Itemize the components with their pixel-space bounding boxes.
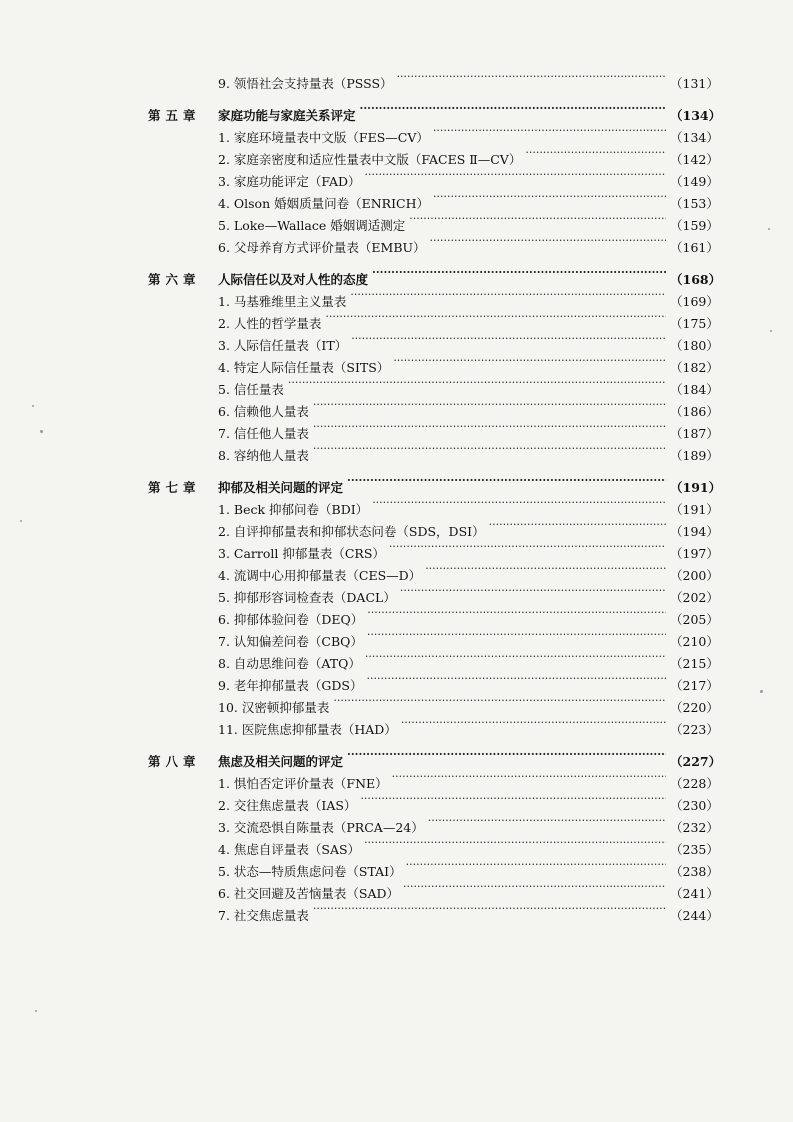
entry-title: 1. 家庭环境量表中文版（FES—CV） <box>218 130 429 145</box>
entry-title: 3. 人际信任量表（IT） <box>218 338 348 353</box>
dot-leader <box>372 262 666 284</box>
entry-title: 7. 认知偏差问卷（CBQ） <box>218 634 363 649</box>
dot-leader <box>525 142 666 164</box>
page-number: （217） <box>670 678 719 693</box>
dot-leader <box>350 284 666 306</box>
chapter-title: 家庭功能与家庭关系评定 <box>218 108 356 123</box>
toc-entry-row <box>148 712 719 737</box>
page-number: （149） <box>670 174 719 189</box>
dot-leader <box>347 470 666 492</box>
dot-leader <box>372 492 666 514</box>
entry-title: 6. 信赖他人量表 <box>218 404 309 419</box>
toc-entry-row <box>148 580 719 605</box>
toc-entry-row <box>148 306 719 331</box>
page-number: （169） <box>670 294 719 309</box>
entry-title: 2. 人性的哲学量表 <box>218 316 322 331</box>
page-number: （230） <box>670 798 719 813</box>
dot-leader <box>366 668 666 690</box>
table-of-contents <box>148 66 722 923</box>
scan-speck <box>20 520 22 522</box>
toc-entry-row <box>148 832 719 857</box>
page-number: （194） <box>670 524 719 539</box>
toc-entry-row <box>148 898 719 923</box>
dot-leader <box>313 394 666 416</box>
entry-title: 8. 容纳他人量表 <box>218 448 309 463</box>
dot-leader <box>406 854 666 876</box>
toc-entry-row <box>148 624 719 649</box>
chapter-title: 抑郁及相关问题的评定 <box>218 480 344 495</box>
entry-title: 10. 汉密顿抑郁量表 <box>218 700 330 715</box>
toc-entry-row <box>148 394 719 419</box>
chapter-label: 第八章 <box>148 754 201 769</box>
page-number: （235） <box>670 842 719 857</box>
dot-leader <box>347 744 666 766</box>
dot-leader <box>351 328 666 350</box>
toc-entry-row <box>148 602 719 627</box>
toc-entry-row <box>148 492 719 517</box>
toc-entry-row <box>148 186 719 211</box>
entry-title: 4. Olson 婚姻质量问卷（ENRICH） <box>218 196 429 211</box>
page-number: （131） <box>670 76 719 91</box>
entry-title: 1. Beck 抑郁问卷（BDI） <box>218 502 369 517</box>
entry-title: 3. 家庭功能评定（FAD） <box>218 174 361 189</box>
toc-entry-row <box>148 230 719 255</box>
page-number: （220） <box>670 700 719 715</box>
page-number: （238） <box>670 864 719 879</box>
scan-speck <box>40 430 43 433</box>
page-number: （244） <box>670 908 719 923</box>
page-number: （175） <box>670 316 719 331</box>
toc-entry-row <box>148 328 719 353</box>
dot-leader <box>367 624 666 646</box>
page-number: （184） <box>670 382 719 397</box>
page-number: （161） <box>670 240 719 255</box>
toc-entry-row <box>148 766 719 791</box>
page-number: （197） <box>670 546 719 561</box>
page-number: （180） <box>670 338 719 353</box>
chapter-label: 第五章 <box>148 108 201 123</box>
page-number: （186） <box>670 404 719 419</box>
dot-leader <box>433 120 666 142</box>
dot-leader <box>393 350 666 372</box>
toc-entry-row <box>148 558 719 583</box>
page-number: （191） <box>670 480 722 495</box>
entry-title: 6. 父母养育方式评价量表（EMBU） <box>218 240 426 255</box>
entry-title: 4. 焦虑自评量表（SAS） <box>218 842 361 857</box>
entry-title: 4. 流调中心用抑郁量表（CES—D） <box>218 568 422 583</box>
entry-title: 9. 老年抑郁量表（GDS） <box>218 678 363 693</box>
entry-title: 2. 自评抑郁量表和抑郁状态问卷（SDS，DSI） <box>218 524 485 539</box>
entry-title: 11. 医院焦虑抑郁量表（HAD） <box>218 722 397 737</box>
page-number: （187） <box>670 426 719 441</box>
entry-title: 3. Carroll 抑郁量表（CRS） <box>218 546 385 561</box>
page-number: （134） <box>670 108 722 123</box>
toc-entry-row <box>148 438 719 463</box>
dot-leader <box>403 876 666 898</box>
toc-entry-row <box>148 372 719 397</box>
page-number: （210） <box>670 634 719 649</box>
chapter-title: 人际信任以及对人性的态度 <box>218 272 369 287</box>
dot-leader <box>333 690 666 712</box>
entry-title: 1. 惧怕否定评价量表（FNE） <box>218 776 388 791</box>
page-number: （202） <box>670 590 719 605</box>
dot-leader <box>428 810 666 832</box>
page-number: （205） <box>670 612 719 627</box>
page-number: （182） <box>670 360 719 375</box>
dot-leader <box>400 580 666 602</box>
page-number: （215） <box>670 656 719 671</box>
dot-leader <box>425 558 666 580</box>
toc-entry-row <box>148 876 719 901</box>
toc-entry-row <box>148 668 719 693</box>
dot-leader <box>288 372 666 394</box>
toc-chapter-row <box>148 744 722 769</box>
toc-entry-row <box>148 66 719 91</box>
scan-speck <box>32 405 34 407</box>
scan-speck <box>768 228 770 230</box>
toc-entry-row <box>148 350 719 375</box>
toc-chapter-row <box>148 98 722 123</box>
toc-entry-row <box>148 284 719 309</box>
entry-title: 5. 状态—特质焦虑问卷（STAI） <box>218 864 402 879</box>
scan-speck <box>770 330 772 332</box>
dot-leader <box>313 438 666 460</box>
entry-title: 5. 抑郁形容词检查表（DACL） <box>218 590 396 605</box>
chapter-title: 焦虑及相关问题的评定 <box>218 754 344 769</box>
chapter-label: 第六章 <box>148 272 201 287</box>
page-number: （228） <box>670 776 719 791</box>
page-number: （153） <box>670 196 719 211</box>
toc-entry-row <box>148 690 719 715</box>
dot-leader <box>365 646 666 668</box>
toc-entry-row <box>148 646 719 671</box>
page-number: （241） <box>670 886 719 901</box>
toc-chapter-row <box>148 262 722 287</box>
entry-title: 5. 信任量表 <box>218 382 284 397</box>
scan-speck <box>35 1010 37 1012</box>
dot-leader <box>325 306 666 328</box>
page-number: （142） <box>670 152 719 167</box>
entry-title: 8. 自动思维问卷（ATQ） <box>218 656 361 671</box>
toc-entry-row <box>148 788 719 813</box>
dot-leader <box>433 186 666 208</box>
toc-entry-row <box>148 208 719 233</box>
dot-leader <box>389 536 666 558</box>
entry-title: 7. 社交焦虑量表 <box>218 908 309 923</box>
toc-entry-row <box>148 164 719 189</box>
toc-entry-row <box>148 854 719 879</box>
dot-leader <box>313 416 666 438</box>
page-number: （191） <box>670 502 719 517</box>
toc-entry-row <box>148 514 719 539</box>
page-number: （159） <box>670 218 719 233</box>
toc-entry-row <box>148 536 719 561</box>
entry-title: 6. 社交回避及苦恼量表（SAD） <box>218 886 400 901</box>
entry-title: 3. 交流恐惧自陈量表（PRCA—24） <box>218 820 424 835</box>
page-number: （232） <box>670 820 719 835</box>
dot-leader <box>360 98 666 120</box>
dot-leader <box>489 514 666 536</box>
dot-leader <box>360 788 666 810</box>
page-number: （223） <box>670 722 719 737</box>
toc-entry-row <box>148 810 719 835</box>
page-number: （189） <box>670 448 719 463</box>
dot-leader <box>313 898 666 920</box>
dot-leader <box>397 66 666 88</box>
dot-leader <box>367 602 666 624</box>
entry-title: 7. 信任他人量表 <box>218 426 309 441</box>
page-number: （227） <box>670 754 722 769</box>
page-number: （134） <box>670 130 719 145</box>
dot-leader <box>365 164 666 186</box>
toc-entry-row <box>148 142 719 167</box>
toc-entry-row <box>148 416 719 441</box>
entry-title: 9. 领悟社会支持量表（PSSS） <box>218 76 393 91</box>
page-number: （200） <box>670 568 719 583</box>
dot-leader <box>364 832 666 854</box>
page-number: （168） <box>670 272 722 287</box>
dot-leader <box>409 208 666 230</box>
entry-title: 1. 马基雅维里主义量表 <box>218 294 347 309</box>
entry-title: 2. 交往焦虑量表（IAS） <box>218 798 357 813</box>
dot-leader <box>401 712 666 734</box>
entry-title: 5. Loke—Wallace 婚姻调适测定 <box>218 218 406 233</box>
scan-speck <box>760 690 763 693</box>
entry-title: 2. 家庭亲密度和适应性量表中文版（FACES Ⅱ—CV） <box>218 152 522 167</box>
chapter-label: 第七章 <box>148 480 201 495</box>
dot-leader <box>392 766 666 788</box>
entry-title: 6. 抑郁体验问卷（DEQ） <box>218 612 364 627</box>
entry-title: 4. 特定人际信任量表（SITS） <box>218 360 390 375</box>
dot-leader <box>430 230 666 252</box>
toc-chapter-row <box>148 470 722 495</box>
toc-entry-row <box>148 120 719 145</box>
